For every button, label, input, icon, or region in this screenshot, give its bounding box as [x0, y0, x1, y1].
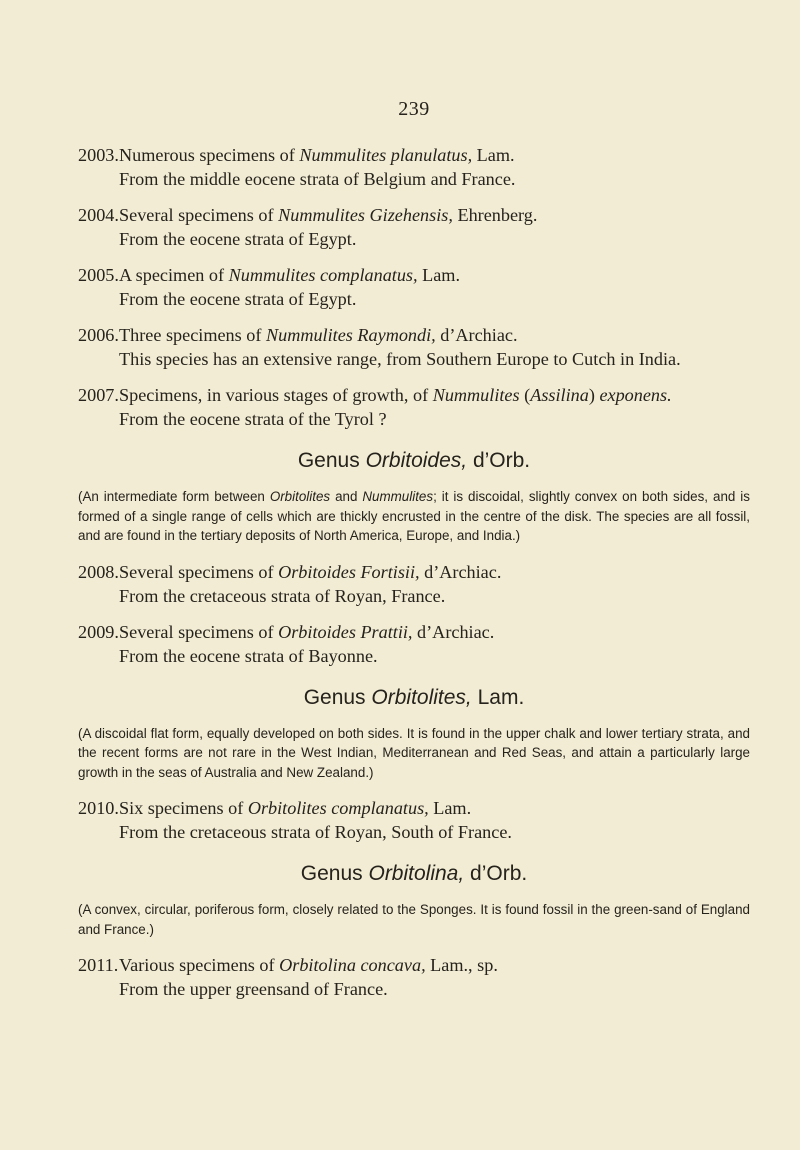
genus-note-orbitolina: (A convex, circular, poriferous form, closely related to the Sponges. It is found fossil in the green-sand of England and France.) [78, 902, 750, 937]
entry-number: 2008. [78, 561, 119, 582]
species-name: Nummulites Gizehensis, [278, 205, 453, 225]
genus-heading-orbitolites: Genus Orbitolites, Lam. [303, 685, 525, 709]
species-name: Nummulites [432, 385, 520, 405]
species-name: Nummulites Raymondi, [265, 325, 436, 345]
genus-note-orbitoides: (An intermediate form between Orbitolites and Nummulites; it is discoidal, slightly convex on both sides, and is formed of a single range of cells which are thickly encrusted in the centre of the disk. The species are all fossil, and are found in the tertiary deposits of North America, Europe, and India.) [78, 489, 750, 543]
species-name: Orbitoides Fortisii, [278, 561, 420, 582]
species-name: Orbitolites complanatus, [247, 798, 429, 818]
entry-locality: From the cretaceous strata of Royan, South of France. [119, 822, 512, 842]
entry-number: 2010. [78, 798, 119, 818]
page-number: 239 [398, 98, 430, 120]
species-name: Nummulites planulatus, [299, 145, 473, 165]
entry-2005: 2005.A specimen of Nummulites complanatus, Lam. From the eocene strata of Egypt. [78, 263, 750, 311]
genus-note-orbitolites: (A discoidal flat form, equally developed on both sides. It is found in the upper chalk and lower tertiary strata, and the recent forms are not rare in the West Indian, Mediterranean and Red Seas, and attain a particularly large growth in the seas of Australia and New Zealand.) [78, 725, 750, 780]
entry-2004: 2004.Several specimens of Nummulites Gizehensis, Ehrenberg. From the eocene strata of Egypt. [78, 203, 750, 251]
entry-locality: From the eocene strata of the Tyrol ? [119, 409, 387, 429]
entry-2010: 2010.Six specimens of Orbitolites complanatus, Lam. From the cretaceous strata of Royan, South of France. [78, 796, 750, 844]
entry-locality: From the eocene strata of Bayonne. [119, 645, 378, 666]
entry-number: 2006. [78, 325, 119, 345]
genus-name: Orbitolites, [371, 685, 472, 709]
subgenus-name: Assilina [530, 385, 589, 405]
entry-locality: From the cretaceous strata of Royan, France. [119, 585, 446, 606]
entry-locality: From the eocene strata of Egypt. [119, 289, 357, 309]
species-epithet: exponens. [599, 385, 672, 405]
entry-number: 2003. [78, 145, 119, 165]
genus-heading-orbitolina: Genus Orbitolina, d’Orb. [300, 862, 528, 885]
entry-number: 2007. [78, 385, 119, 405]
entry-2011: 2011.Various specimens of Orbitolina concava, Lam., sp. From the upper greensand of France. [78, 953, 750, 1001]
entry-number: 2009. [78, 621, 119, 642]
entry-locality: From the middle eocene strata of Belgium and France. [119, 169, 516, 189]
entry-locality: From the eocene strata of Egypt. [119, 229, 357, 249]
species-name: Nummulites complanatus, [228, 265, 418, 285]
entry-2003: 2003.Numerous specimens of Nummulites planulatus, Lam. From the middle eocene strata of Belgium and France. [78, 143, 750, 191]
entry-locality: From the upper greensand of France. [119, 979, 388, 999]
species-name: Orbitolina concava, [279, 955, 426, 975]
species-name: Orbitoides Prattii, [278, 621, 413, 642]
genus-name: Orbitolina, [368, 862, 465, 885]
entry-number: 2005. [78, 265, 119, 285]
entry-number: 2004. [78, 205, 119, 225]
genus-name: Orbitoides, [365, 449, 468, 472]
entry-2006: 2006.Three specimens of Nummulites Raymondi, d’Archiac. This species has an extensive range, from Southern Europe to Cutch in India. [78, 323, 750, 371]
entry-2007: 2007.Specimens, in various stages of growth, of Nummulites (Assilina) exponens. From the eocene strata of the Tyrol ? [78, 383, 750, 431]
entry-2009: 2009.Several specimens of Orbitoides Prattii, d’Archiac. From the eocene strata of Bayonne. [78, 620, 750, 668]
entry-locality: This species has an extensive range, from Southern Europe to Cutch in India. [119, 349, 681, 369]
entry-2008: 2008.Several specimens of Orbitoides Fortisii, d’Archiac. From the cretaceous strata of Royan, France. [78, 560, 750, 608]
genus-heading-orbitoides: Genus Orbitoides, d’Orb. [297, 449, 531, 472]
entry-number: 2011. [78, 955, 119, 975]
